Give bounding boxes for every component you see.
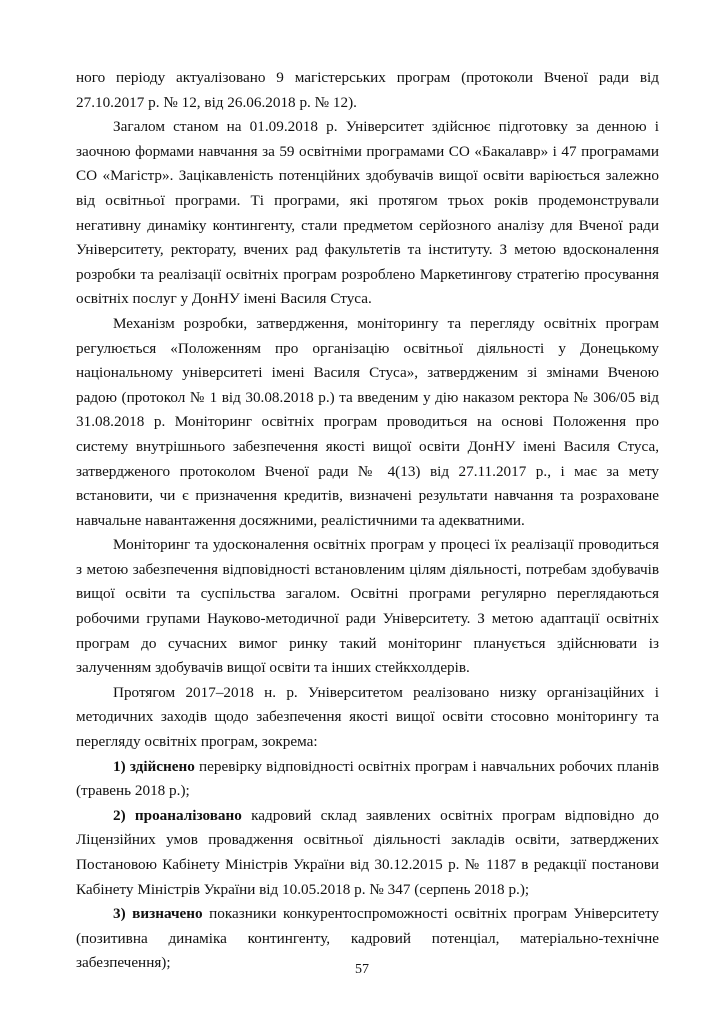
list-item-text: показники конкурентоспроможності освітніх програм Університету (позитивна динаміка контингенту, кадровий потенціал, матеріально-технічне забезпечення); — [76, 905, 659, 972]
list-item-lead: 1) здійснено — [113, 757, 195, 775]
list-item-lead: 3) визначено — [113, 905, 203, 923]
list-item — [76, 755, 659, 804]
paragraph-enrollment: Загалом станом на 01.09.2018 р. Університет здійснює підготовку за денною і заочною формами навчання за 59 освітніми програмами СО «Бакалавр» і 47 програмами СО «Магістр». Зацікавленість потенційних здобувачів вищої освіти варіюється залежно від освітньої програми. Ті програми, які протягом трьох років продемонстрували негативну динаміку контингенту, стали предметом серйозного аналізу для Вченої ради Університету, ректорату, вчених рад факультетів та інституту. З метою вдосконалення розробки та реалізації освітніх програм розроблено Маркетингову стратегію просування освітніх послуг у ДонНУ імені Василя Стуса. — [76, 118, 659, 308]
paragraph-measures-intro: Протягом 2017–2018 н. р. Університетом реалізовано низку організаційних і методичних заходів щодо забезпечення якості вищої освіти стосовно моніторингу та перегляду освітніх програм, зокрема: — [76, 683, 659, 751]
paragraph-continuation: ного періоду актуалізовано 9 магістерських програм (протоколи Вченої ради від 27.10.2017 р. № 12, від 26.06.2018 р. № 12). — [76, 69, 659, 111]
paragraph-mechanism: Механізм розробки, затвердження, моніторингу та перегляду освітніх програм регулюється «Положенням про організацію освітньої діяльності у Донецькому національному університеті імені Василя Стуса», затвердженим зі змінами Вченою радою (протокол № 1 від 30.08.2018 р.) та введеним у дію наказом ректора № 306/05 від 31.08.2018 р. Моніторинг освітніх програм проводиться на основі Положення про систему внутрішнього забезпечення якості вищої освіти ДонНУ імені Василя Стуса, затвердженого протоколом Вченої ради № 4(13) від 27.11.2017 р., і має за мету встановити, чи є призначення кредитів, визначені результати навчання та розраховане навчальне навантаження досяжними, реалістичними та адекватними. — [76, 314, 659, 529]
list-item-text: кадровий склад заявлених освітніх програм відповідно до Ліцензійних умов провадження освітньої діяльності закладів освіти, затверджених Постановою Кабінету Міністрів України від 30.12.2015 р. № 1187 в редакції постанови Кабінету Міністрів України від 10.05.2018 р. № 347 (серпень 2018 р.); — [76, 806, 660, 898]
list-item-lead: 2) проаналізовано — [113, 806, 242, 824]
paragraph-monitoring: Моніторинг та удосконалення освітніх програм у процесі їх реалізації проводиться з метою забезпечення відповідності встановленим цілям діяльності, потребам здобувачів вищої освіти та суспільства загалом. Освітні програми регулярно переглядаються робочими групами Науково-методичної ради Університету. З метою адаптації освітніх програм до сучасних вимог ринку такий моніторинг планується здійснювати із залученням здобувачів вищої освіти та інших стейкхолдерів. — [76, 536, 659, 677]
page-number: 57 — [355, 962, 369, 977]
body-text — [76, 66, 659, 976]
list-item-text: перевірку відповідності освітніх програм і навчальних робочих планів (травень 2018 р.); — [76, 757, 659, 800]
list-item — [76, 804, 659, 902]
